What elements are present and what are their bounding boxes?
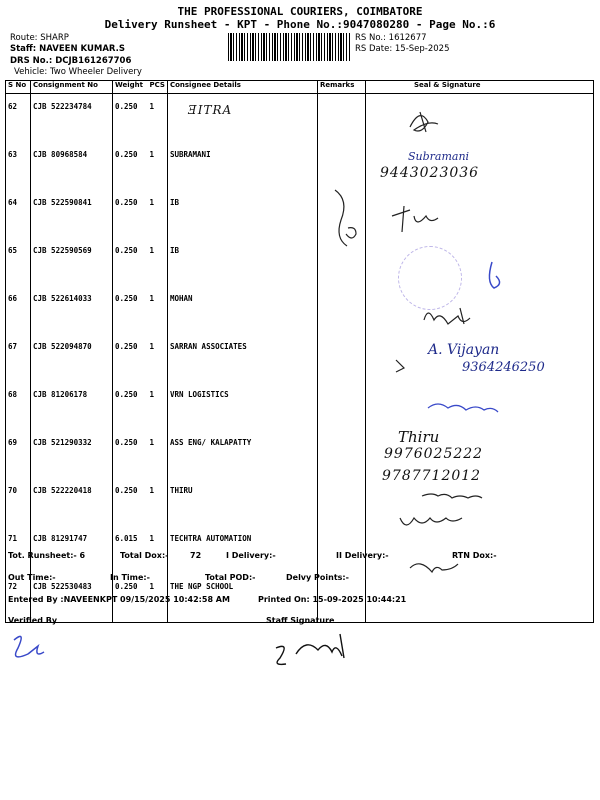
printed-on: Printed On: 15-09-2025 10:44:21 [258,595,407,604]
consignee-cell: SARRAN ASSOCIATES [167,334,317,382]
consignment-cell: CJB 522220418 [31,478,113,526]
consignee-cell: ASS ENG/ KALAPATTY [167,430,317,478]
consignee-cell: IB [167,238,317,286]
rs-number: RS No.: 1612677 [355,33,427,43]
weight-cell: 0.250 [113,430,148,478]
pcs-cell: 1 [148,286,168,334]
handwritten-name-68: A. Vijayan [428,342,500,358]
out-time: Out Time:- [8,573,56,582]
weight-cell: 0.250 [113,574,148,623]
pcs-cell: 1 [148,478,168,526]
sno-cell: 72 [6,574,31,623]
pcs-cell: 1 [148,334,168,382]
consignee-cell: MOHAN [167,286,317,334]
total-pod: Total POD:- [205,573,256,582]
handwritten-phone-63: 9443023036 [380,165,480,181]
pcs-cell: 1 [148,526,168,574]
col-seal-signature: Seal & Signature [365,81,593,94]
sno-cell: 64 [6,190,31,238]
consignment-cell: CJB 522094870 [31,334,113,382]
route-label: Route: SHARP [10,33,69,43]
col-consignment: Consignment No [31,81,113,94]
col-sno: S No [6,81,31,94]
delvy-points: Delvy Points:- [286,573,349,582]
consignment-cell: CJB 522530483 [31,574,113,623]
runsheet-subtitle: Delivery Runsheet - KPT - Phone No.:9047080280 - Page No.:6 [104,18,496,31]
handwritten-phone-71: 9787712012 [382,468,482,484]
pcs-cell: 1 [148,574,168,623]
seal-stamp [398,246,462,310]
consignee-cell: THE NGP SCHOOL [167,574,317,623]
sno-cell: 62 [6,94,31,143]
ii-delivery: II Delivery:- [336,551,389,560]
weight-cell: 0.250 [113,334,148,382]
vehicle-label: Vehicle: Two Wheeler Delivery [14,67,142,77]
sno-cell: 63 [6,142,31,190]
sno-cell: 66 [6,286,31,334]
pcs-cell: 1 [148,382,168,430]
consignment-cell: CJB 80968584 [31,142,113,190]
consignment-cell: CJB 81291747 [31,526,113,574]
col-weight: Weight [113,81,148,94]
sno-cell: 69 [6,430,31,478]
staff-label: Staff: NAVEEN KUMAR.S [10,44,125,54]
consignment-cell: CJB 81206178 [31,382,113,430]
drs-number: DRS No.: DCJB161267706 [10,56,132,66]
staff-signature-label: Staff Signature [266,616,335,625]
entered-by: Entered By :NAVEENKPT 09/15/2025 10:42:58 AM [8,595,230,604]
pcs-cell: 1 [148,430,168,478]
verified-by: Verified By [8,616,58,625]
weight-cell: 6.015 [113,526,148,574]
consignee-cell: SUBRAMANI [167,142,317,190]
weight-cell: 0.250 [113,478,148,526]
weight-cell: 0.250 [113,190,148,238]
handwritten-consignee-62: ƎITRA [188,103,233,117]
total-dox-label: Total Dox:- [120,551,169,560]
sno-cell: 67 [6,334,31,382]
sno-cell: 71 [6,526,31,574]
i-delivery: I Delivery:- [226,551,276,560]
weight-cell: 0.250 [113,286,148,334]
pcs-cell: 1 [148,94,168,143]
total-dox-value: 72 [190,551,202,560]
consignment-cell: CJB 522614033 [31,286,113,334]
tot-runsheet: Tot. Runsheet:- 6 [8,551,86,560]
handwritten-phone-68: 9364246250 [462,360,545,375]
consignment-cell: CJB 522234784 [31,94,113,143]
sno-cell: 65 [6,238,31,286]
handwritten-phone-70: 9976025222 [384,446,484,462]
col-remarks: Remarks [317,81,365,94]
consignment-cell: CJB 522590569 [31,238,113,286]
pcs-cell: 1 [148,238,168,286]
weight-cell: 0.250 [113,94,148,143]
company-title: THE PROFESSIONAL COURIERS, COIMBATORE [177,5,423,18]
weight-cell: 0.250 [113,238,148,286]
consignee-cell: VRN LOGISTICS [167,382,317,430]
rtn-dox: RTN Dox:- [452,551,497,560]
consignee-cell: THIRU [167,478,317,526]
col-consignee: Consignee Details [167,81,317,94]
handwritten-name-63: Subramani [408,150,470,163]
sno-cell: 68 [6,382,31,430]
sno-cell: 70 [6,478,31,526]
consignment-cell: CJB 522590841 [31,190,113,238]
pcs-cell: 1 [148,190,168,238]
handwritten-name-70: Thiru [398,428,440,446]
consignment-cell: CJB 521290332 [31,430,113,478]
pcs-cell: 1 [148,142,168,190]
weight-cell: 0.250 [113,382,148,430]
weight-cell: 0.250 [113,142,148,190]
in-time: In Time:- [110,573,150,582]
consignee-cell: IB [167,190,317,238]
consignee-cell: TECHTRA AUTOMATION [167,526,317,574]
col-pcs: PCS [148,81,168,94]
rs-date: RS Date: 15-Sep-2025 [355,44,450,54]
